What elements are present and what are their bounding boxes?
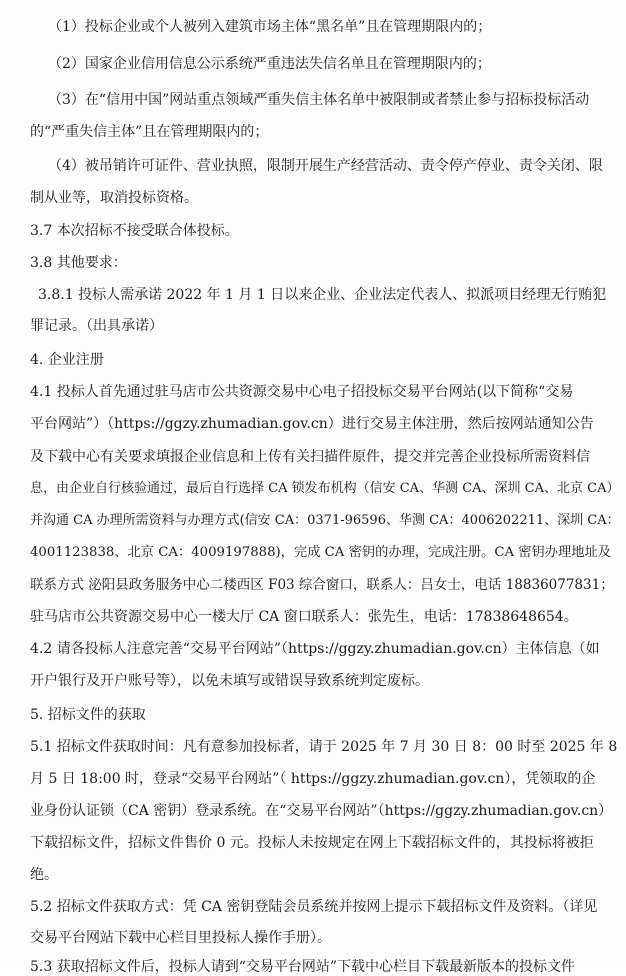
text-line: 月 5 日 18:00 时，登录“交易平台网站”（ https://ggzy.zhumadian.gov.cn），凭领取的企: [30, 771, 596, 787]
text-line: （2）国家企业信用信息公示系统严重违法失信名单且在管理期限内的；: [48, 56, 491, 72]
text-line: 交易平台网站下载中心栏目里投标人操作手册）。: [30, 930, 331, 946]
text-line: 4.1 投标人首先通过驻马店市公共资源交易中心电子招投标交易平台网站(以下简称“交易: [30, 384, 574, 400]
text-line: （1）投标企业或个人被列入建筑市场主体“黑名单”且在管理期限内的；: [48, 19, 492, 35]
text-line: 平台网站”）（https://ggzy.zhumadian.gov.cn）进行交易主体注册，然后按网站通知公告: [30, 416, 594, 432]
text-line: 5.2 招标文件获取方式：凭 CA 密钥登陆会员系统并按网上提示下载招标文件及资料。（详见: [30, 899, 598, 915]
text-line: 3.8 其他要求：: [30, 255, 127, 271]
text-line: 驻马店市公共资源交易中心一楼大厅 CA 窗口联系人：张先生，电话：17838648654。: [30, 609, 578, 625]
text-line: 4001123838、北京 CA：4009197888)，完成 CA 密钥的办理，完成注册。CA 密钥办理地址及: [30, 545, 611, 560]
text-line: 3.7 本次招标不接受联合体投标。: [30, 223, 239, 239]
text-line: 罪记录。（出具承诺）: [30, 318, 163, 334]
text-line: 制从业等，取消投标资格。: [30, 190, 198, 206]
text-line: （3）在“信用中国”网站重点领域严重失信主体名单中被限制或者禁止参与招标投标活动: [48, 92, 590, 108]
text-line: 息，由企业自行核验通过，最后自行选择 CA 锁发布机构（信安 CA、华测 CA、深圳 CA、北京 CA）: [30, 481, 620, 496]
text-line: （4）被吊销许可证件、营业执照，限制开展生产经营活动、责令停产停业、责令关闭、限: [48, 158, 603, 174]
text-line: 下载招标文件，招标文件售价 0 元。投标人未按规定在网上下载招标文件的，其投标将被拒: [30, 835, 594, 851]
text-line: 3.8.1 投标人需承诺 2022 年 1 月 1 日以来企业、企业法定代表人、拟派项目经理无行贿犯: [38, 287, 607, 303]
text-line: 绝。: [30, 867, 58, 883]
text-line: 联系方式 泌阳县政务服务中心二楼西区 F03 综合窗口，联系人：吕女士，电话 18836077831；: [30, 577, 614, 593]
section-heading: 5. 招标文件的获取: [30, 707, 146, 723]
section-heading: 4. 企业注册: [30, 352, 104, 368]
text-line: 及下载中心有关要求填报企业信息和上传有关扫描件原件，提交并完善企业投标所需资料信: [30, 449, 590, 465]
text-line: 并沟通 CA 办理所需资料与办理方式(信安 CA：0371-96596、华测 CA：4006202211、深圳 CA：: [30, 513, 620, 528]
text-line: 4.2 请各投标人注意完善“交易平台网站”（https://ggzy.zhumadian.gov.cn）主体信息（如: [30, 641, 600, 657]
text-line: 业身份认证锁（CA 密钥）登录系统。在“交易平台网站”（https://ggzy.zhumadian.gov.cn）: [30, 803, 613, 819]
text-line: 5.1 招标文件获取时间：凡有意参加投标者，请于 2025 年 7 月 30 日 8：00 时至 2025 年 8: [30, 739, 618, 755]
text-line: 的“严重失信主体”且在管理期限内的；: [30, 124, 269, 140]
text-line: 5.3 获取招标文件后，投标人请到“交易平台网站”下载中心栏目下载最新版本的投标文件: [30, 959, 576, 975]
text-line: 开户银行及开户账号等），以免未填写或错误导致系统判定废标。: [30, 673, 429, 689]
